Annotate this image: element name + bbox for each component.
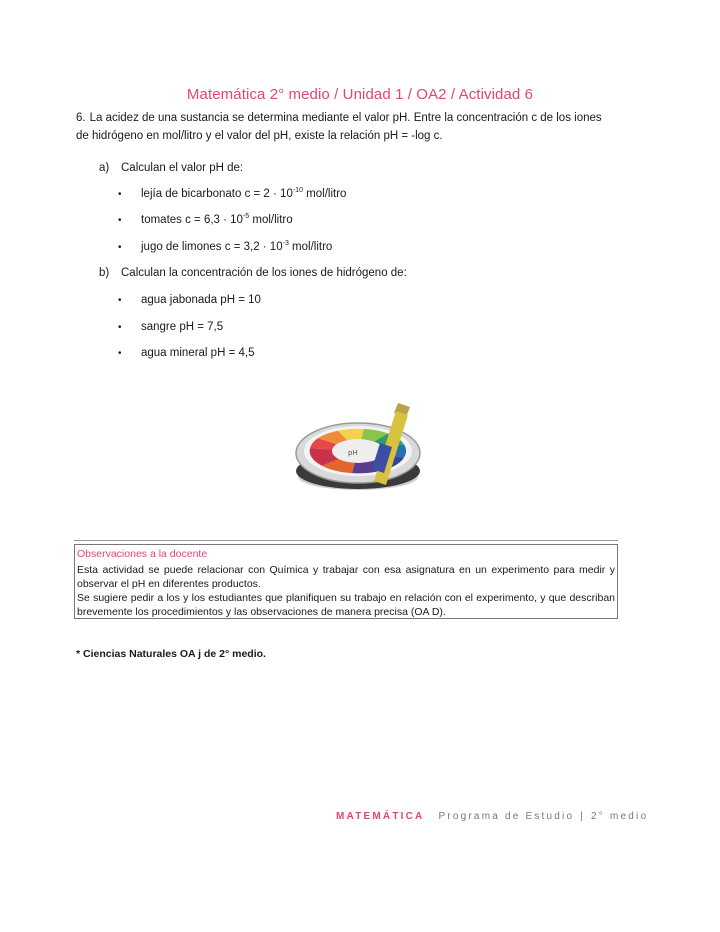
- observations-paragraph-2: Se sugiere pedir a los y los estudiantes que planifiquen su trabajo en relación con el experimento, y que describan brevemente los procedimientos y las observaciones de manera precisa (OA D).: [77, 592, 615, 618]
- bullet-icon: •: [118, 348, 122, 359]
- observations-paragraph-1: Esta actividad se puede relacionar con Química y trabajar con esa asignatura en un experimento para medir y observar el pH en diferentes productos.: [77, 564, 615, 590]
- divider: [74, 540, 618, 541]
- bullet-icon: •: [118, 189, 122, 200]
- bullet-icon: •: [118, 295, 122, 306]
- part-a-label: a): [99, 162, 110, 174]
- part-b-label: b): [99, 267, 110, 279]
- intro-line-2: de hidrógeno en mol/litro y el valor del pH, existe la relación pH = -log c.: [76, 130, 443, 142]
- page-title: Matemática 2° medio / Unidad 1 / OA2 / Actividad 6: [186, 86, 534, 103]
- list-item: • agua mineral pH = 4,5: [118, 347, 255, 359]
- activity-number: 6.: [76, 112, 86, 124]
- bullet-icon: •: [118, 322, 122, 333]
- observations-title: Observaciones a la docente: [77, 548, 208, 560]
- page-footer: [336, 811, 648, 822]
- part-b: [99, 267, 407, 279]
- footer-subject: MATEMÁTICA: [336, 811, 425, 822]
- ph-paper-photo: [288, 397, 436, 497]
- footer-separator: |: [580, 811, 586, 822]
- list-item: • sangre pH = 7,5: [118, 321, 224, 333]
- part-b-text: Calculan la concentración de los iones de hidrógeno de:: [121, 267, 407, 279]
- footer-level: 2° medio: [591, 811, 649, 822]
- photo-label: pH: [348, 449, 358, 457]
- footnote: * Ciencias Naturales OA j de 2° medio.: [76, 648, 266, 660]
- footer-program: Programa de Estudio: [438, 811, 575, 822]
- observations-text: [77, 563, 615, 619]
- list-item: • agua jabonada pH = 10: [118, 294, 261, 306]
- bullet-icon: •: [118, 242, 122, 253]
- activity-intro: [76, 109, 616, 145]
- observations-box: [74, 544, 618, 619]
- intro-line-1: La acidez de una sustancia se determina mediante el valor pH. Entre la concentración c de los iones: [89, 112, 602, 124]
- list-item: • lejía de bicarbonato $c = 2 \cdot 10^{-10}$ mol/litro: [118, 187, 347, 200]
- part-a-text: Calculan el valor pH de:: [121, 162, 244, 174]
- bullet-icon: •: [118, 215, 122, 226]
- part-a: [99, 162, 243, 174]
- list-item: • tomates $c = 6,3 \cdot 10^{-5}$ mol/litro: [118, 213, 293, 226]
- list-item: • jugo de limones $c = 3,2 \cdot 10^{-3}$ mol/litro: [118, 240, 333, 253]
